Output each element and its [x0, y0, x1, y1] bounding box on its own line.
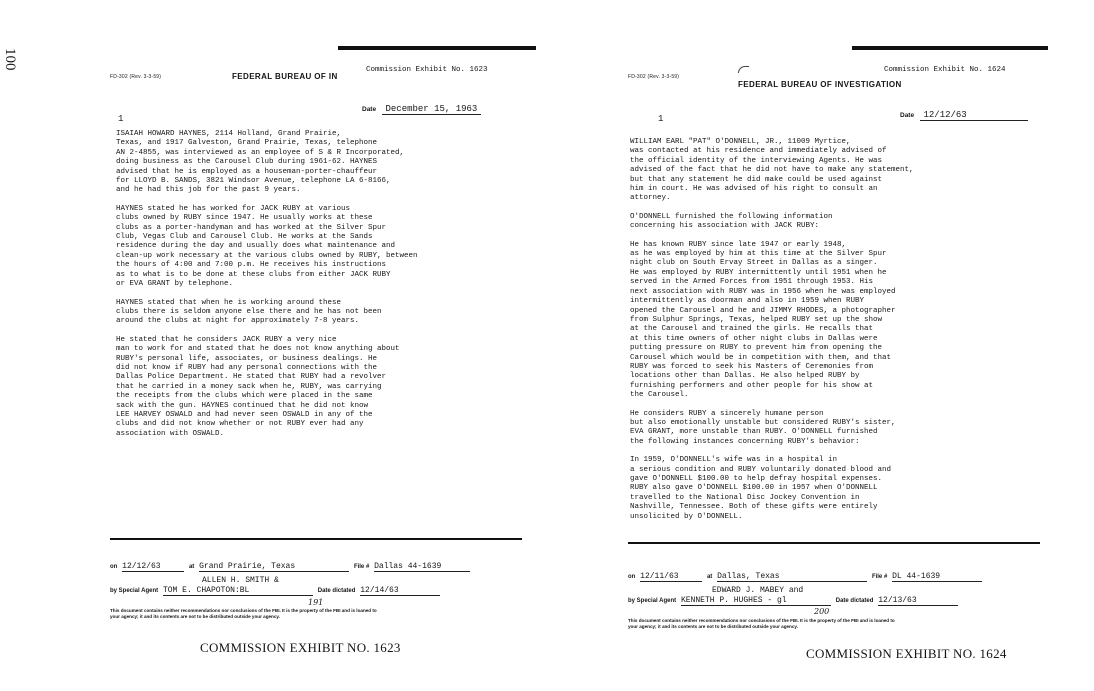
agent-line-1: ALLEN H. SMITH & [202, 576, 279, 585]
agency-name: FEDERAL BUREAU OF IN [232, 72, 338, 81]
file-number: Dallas 44-1639 [374, 562, 470, 572]
agency-name: FEDERAL BUREAU OF INVESTIGATION [738, 80, 902, 89]
paragraph-2: HAYNES stated he has worked for JACK RUBY at various clubs owned by RUBY since 1947. He usually works at these clubs as a porter-handyman and has worked at the Silver Spur Club, Vegas Club and Carousel Club. He works at the Sands residence during the day and usually does what maintenance and clean-up work necessary at the various clubs owned by RUBY, between the hours of 4:00 and 7:00 p.m. He receives his instructions as to what is to be done at these clubs from either JACK RUBY or EVA GRANT by telephone. [116, 204, 418, 289]
at-label: at [188, 564, 195, 570]
paragraph-1: WILLIAM EARL "PAT" O'DONNELL, JR., 11009 Myrtice, was contacted at his residence and immediately advised of the official identity of the interviewing Agents. He was advised of the fact that he did not have to make any statement, but that any statement he did make could be used against him in court. He was advised of his right to consult an attorney. [630, 138, 914, 203]
interview-date: 12/11/63 [640, 572, 702, 582]
handwritten-number: 200 [814, 607, 830, 616]
header-bar [338, 46, 536, 50]
disclaimer: This document contains neither recommendations nor conclusions of the FBI. It is the property of the FBI and is loaned to your agency; it and its contents are not to be distributed outside your agency. [110, 608, 377, 619]
date-dictated: 12/14/63 [360, 586, 440, 596]
exhibit-header: Commission Exhibit No. 1624 [884, 66, 1006, 74]
interview-location: Dallas, Texas [717, 572, 867, 582]
paragraph-5: In 1959, O'DONNELL's wife was in a hospital in a serious condition and RUBY voluntarily donated blood and gave O'DONNELL $100.00 to help defray hospital expenses. RUBY also gave O'DONNELL $100.00 in 1957 when O'DONNELL travelled to the National Disc Jockey Convention in Nashville, Tennessee. Both of these gifts were entirely unsolicited by O'DONNELL. [630, 456, 892, 521]
disclaimer: This document contains neither recommendations nor conclusions of the FBI. It is the property of the FBI and is loaned to your agency; it and its contents are not to be distributed outside your agency. [628, 618, 895, 629]
handwritten-number: 191 [308, 598, 324, 607]
footer-rule [628, 542, 1040, 544]
footer-on-line [110, 562, 470, 572]
paragraph-3: He has known RUBY since late 1947 or early 1948, as he was employed by him at this time at the Silver Spur night club on South Ervay Street in Dallas as a singer. He was employed by RUBY intermittently until 1951 when he served in the Armed Forces from 1951 through 1953. His next association with RUBY was in 1956 when he was employed intermittently as doorman and also in 1959 when RUBY opened the Carousel and he and JIMMY RHODES, a photographer from Sulphur Springs, Texas, helped RUBY set up the show at the Carousel and trained the girls. He recalls that at this time owners of other night clubs in Dallas were putting pressure on RUBY to prevent him from opening the Carousel which would be in competition with them, and that RUBY was forced to seek his Masters of Ceremonies from locations other than Dallas. He also helped RUBY by furnishing performers and other people for his show at the Carousel. [630, 240, 896, 400]
date-label: Date [362, 106, 377, 113]
footer-agent-line [628, 596, 958, 606]
agent-line-1: EDWARD J. MABEY and [712, 586, 804, 595]
paragraph-2: O'DONNELL furnished the following information concerning his association with JACK RUBY: [630, 212, 833, 231]
footer-rule [110, 538, 522, 540]
exhibit-header: Commission Exhibit No. 1623 [366, 66, 488, 74]
body-text [116, 130, 536, 448]
paragraph-4: He stated that he considers JACK RUBY a very nice man to work for and stated that he does not know anything about RUBY's personal life, associates, or business dealings. He did not know if RUBY had any personal connections with the Dallas Police Department. He stated that RUBY had a revolver that he carried in a money sack when he, RUBY, was carrying the receipts from the clubs which were placed in the same sack with the gun. HAYNES continued that he did not know LEE HARVEY OSWALD and had never seen OSWALD in any of the clubs and did not know whether or not RUBY ever had any association with OSWALD. [116, 335, 400, 438]
page-mark: 1 [658, 114, 664, 124]
form-number: FD-302 (Rev. 3-3-59) [110, 74, 162, 80]
file-label: File # [871, 574, 888, 580]
date-dictated: 12/13/63 [878, 596, 958, 606]
header-bar [852, 46, 1048, 50]
file-number: DL 44-1639 [892, 572, 982, 582]
paragraph-1: ISAIAH HOWARD HAYNES, 2114 Holland, Grand Prairie, Texas, and 1917 Galveston, Grand Prairie, Texas, telephone AN 2-4855, was interviewed as an employee of S & R Incorporated, doing business as the Carousel Club during 1961-62. HAYNES advised that he is employed as a houseman-porter-chauffeur for LLOYD B. SANDS, 3821 Windsor Avenue, telephone LA 6-8166, and he had this job for the past 9 years. [116, 130, 405, 195]
form-number: FD-302 (Rev. 3-3-59) [628, 74, 680, 80]
exhibit-1623-document [110, 44, 530, 624]
date-line [362, 104, 481, 115]
caption-1623: COMMISSION EXHIBIT NO. 1623 [200, 640, 401, 655]
exhibit-1624-document [628, 44, 1048, 629]
paragraph-3: HAYNES stated that when he is working around these clubs there is seldom anyone else there and he has not been around the clubs at night for approximately 7-8 years. [116, 298, 382, 326]
file-label: File # [353, 564, 370, 570]
page-mark: 1 [118, 114, 124, 124]
footer-on-line [628, 572, 982, 582]
agent-names: TOM E. CHAPOTON:BL [163, 586, 313, 596]
date-line [900, 110, 1028, 121]
agent-names: KENNETH P. HUGHES - gl [681, 596, 831, 606]
interview-location: Grand Prairie, Texas [199, 562, 349, 572]
date-value: December 15, 1963 [382, 104, 482, 115]
page-number: 100 [2, 48, 18, 71]
by-agent-label: by Special Agent [110, 588, 159, 594]
dictated-label: Date dictated [835, 598, 874, 604]
on-label: on [628, 574, 636, 580]
body-text [630, 138, 1050, 531]
by-agent-label: by Special Agent [628, 598, 677, 604]
interview-date: 12/12/63 [122, 562, 184, 572]
at-label: at [706, 574, 713, 580]
on-label: on [110, 564, 118, 570]
corner-mark [738, 66, 749, 73]
date-label: Date [900, 112, 915, 119]
caption-1624: COMMISSION EXHIBIT NO. 1624 [806, 646, 1007, 661]
date-value: 12/12/63 [920, 110, 1028, 121]
dictated-label: Date dictated [317, 588, 356, 594]
paragraph-4: He considers RUBY a sincerely humane person but also emotionally unstable but considered RUBY's sister, EVA GRANT, more unstable than RUBY. O'DONNELL furnished the following instances concerning RUBY's behavior: [630, 409, 896, 446]
footer-agent-line [110, 586, 440, 596]
